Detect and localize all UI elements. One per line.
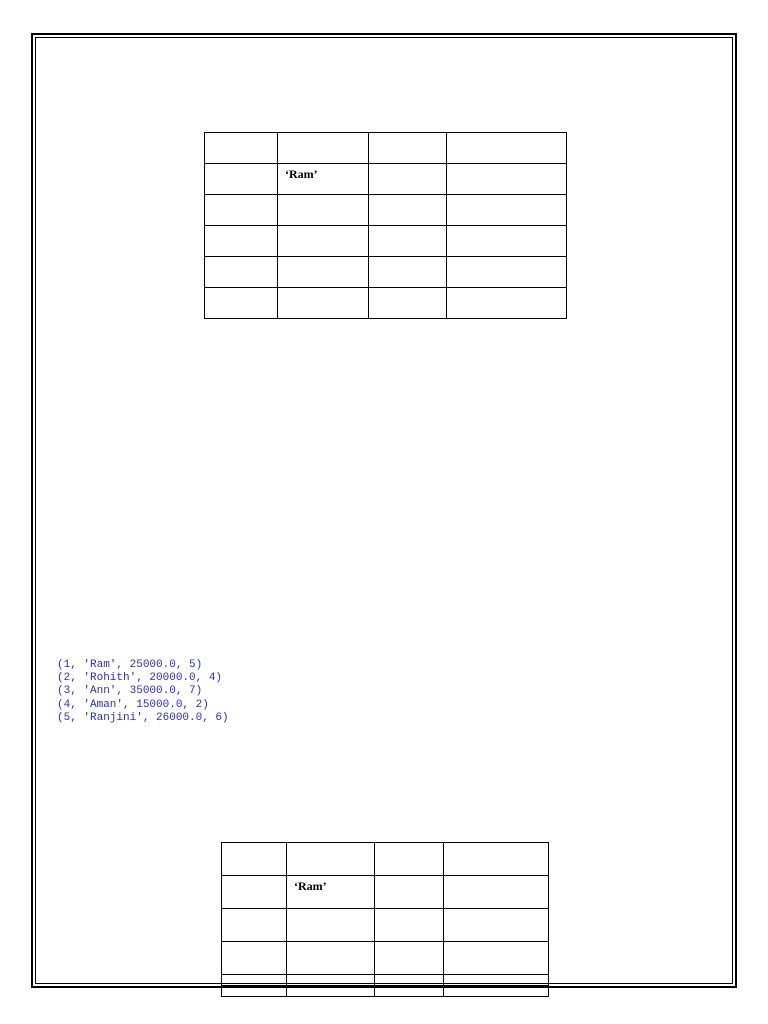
table-cell [369,226,447,257]
output-line: (5, 'Ranjini', 26000.0, 6) [57,711,229,724]
table-row [222,876,549,909]
table-cell [287,909,375,942]
table-row [222,909,549,942]
table-cell [287,975,375,986]
table-cell [375,975,444,986]
table-cell [444,876,549,909]
table-cell [222,876,287,909]
table-cell [444,843,549,876]
table-cell [444,942,549,975]
table-cell [447,257,567,288]
table-cell [369,195,447,226]
table-cell: ‘Ram’ [287,876,375,909]
table-cell [375,876,444,909]
table-row [205,133,567,164]
output-line: (3, 'Ann', 35000.0, 7) [57,685,203,698]
table-cell: ‘Ram’ [278,164,369,195]
table-cell [369,288,447,319]
output-line: (2, 'Rohith', 20000.0, 4) [57,672,223,685]
table-row [222,975,549,986]
table-cell [444,975,549,986]
table-cell [287,843,375,876]
bottom-table [221,842,549,997]
table-row [205,226,567,257]
table-cell [205,257,278,288]
query-output [57,659,229,725]
table-cell [447,195,567,226]
table-row [205,164,567,195]
table-cell [278,257,369,288]
table-cell [222,843,287,876]
table-cell [278,133,369,164]
table-cell [444,909,549,942]
table-cell [278,288,369,319]
table-cell [287,986,375,997]
table-cell [375,986,444,997]
table-cell [444,986,549,997]
table-row [222,986,549,997]
table-cell [375,909,444,942]
output-line: (4, 'Aman', 15000.0, 2) [57,698,209,711]
table-cell [369,133,447,164]
table-cell [222,909,287,942]
table-cell [369,164,447,195]
table-cell [205,288,278,319]
table-row [222,843,549,876]
table-cell [222,986,287,997]
table-cell [375,942,444,975]
table-cell [205,226,278,257]
table-cell [287,942,375,975]
table-row [205,288,567,319]
table-cell [222,942,287,975]
table-cell [205,195,278,226]
table-cell [447,133,567,164]
table-cell [447,164,567,195]
table-cell [447,288,567,319]
table-row [222,942,549,975]
top-table [204,132,567,319]
table-row [205,257,567,288]
output-line: (1, 'Ram', 25000.0, 5) [57,659,203,671]
table-row [205,195,567,226]
table-cell [447,226,567,257]
table-cell [369,257,447,288]
table-cell [278,226,369,257]
table-cell [205,133,278,164]
table-cell [278,195,369,226]
table-cell [375,843,444,876]
table-cell [205,164,278,195]
table-cell [222,975,287,986]
